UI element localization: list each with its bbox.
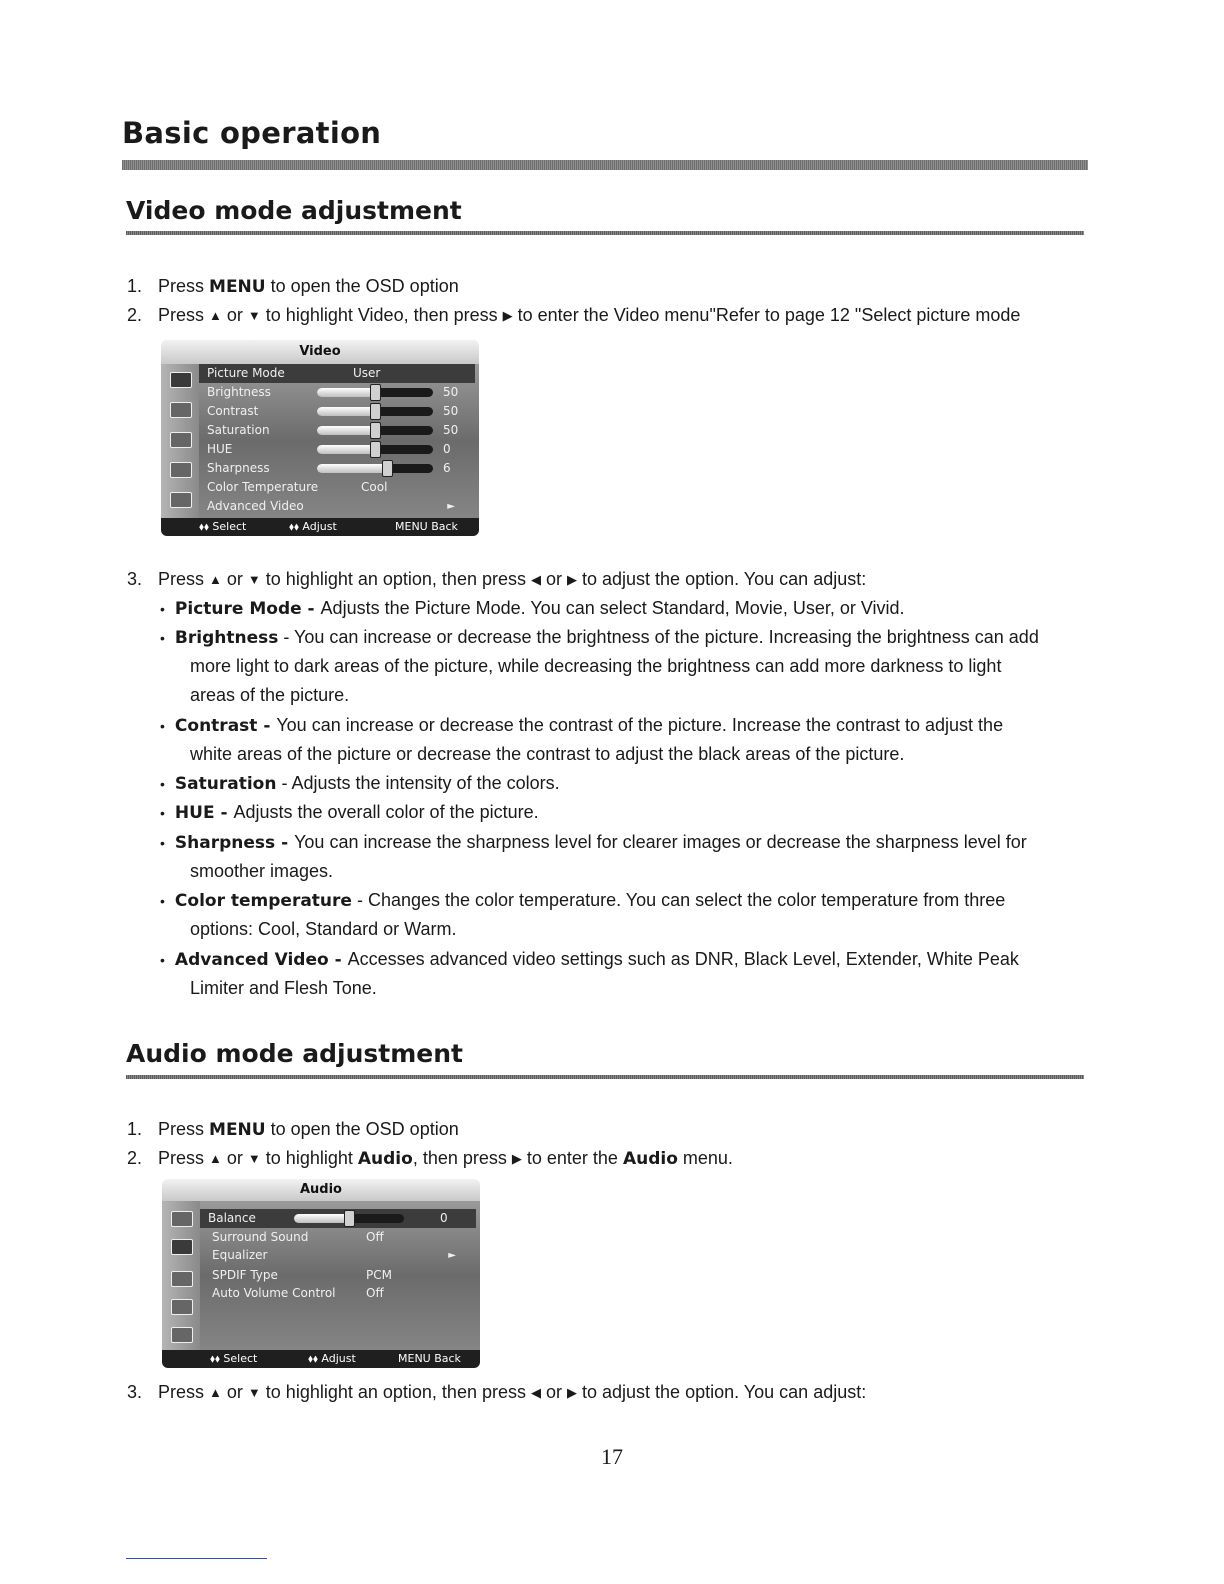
channel-icon bbox=[171, 1299, 193, 1315]
video-section-title: Video mode adjustment bbox=[126, 196, 462, 225]
audio-step-1: 1. Press MENU to open the OSD option bbox=[127, 1119, 459, 1140]
picture-icon bbox=[171, 1211, 193, 1227]
osd-row-picture-mode[interactable]: Picture Mode User bbox=[199, 364, 475, 383]
contrast-slider[interactable] bbox=[317, 407, 433, 416]
up-arrow-icon: ▲ bbox=[209, 1385, 222, 1400]
down-arrow-icon: ▼ bbox=[247, 1151, 261, 1166]
list-item: • HUE - Adjusts the overall color of the picture. bbox=[160, 802, 539, 823]
osd-footer: ⬧⬧ Select ⬧⬧ Adjust MENU Back bbox=[161, 518, 479, 536]
osd-row-brightness[interactable]: Brightness 50 bbox=[207, 385, 459, 399]
audio-icon bbox=[171, 1239, 193, 1255]
list-item: • Contrast - You can increase or decrease the contrast of the picture. Increase the contrast to adjust the bbox=[160, 715, 1004, 736]
left-arrow-icon: ◀ bbox=[530, 1385, 541, 1400]
setup-icon bbox=[170, 432, 192, 448]
down-arrow-icon: ▼ bbox=[247, 1385, 261, 1400]
osd-row-sharpness[interactable]: Sharpness 6 bbox=[207, 461, 451, 475]
audio-step-2: 2. Press ▲ or ▼ to highlight Audio, then press ▶ to enter the Audio menu. bbox=[127, 1148, 733, 1169]
osd-row-saturation[interactable]: Saturation 50 bbox=[207, 423, 459, 437]
audio-icon bbox=[170, 402, 192, 418]
submenu-arrow-icon: ► bbox=[448, 1250, 456, 1261]
video-section-rule bbox=[126, 231, 1084, 235]
list-item: • Picture Mode - Adjusts the Picture Mode. You can select Standard, Movie, User, or Vivid. bbox=[160, 598, 905, 619]
audio-osd-menu bbox=[162, 1179, 480, 1368]
osd-row-spdif-type[interactable]: SPDIF Type PCM bbox=[212, 1268, 392, 1282]
input-icon bbox=[170, 492, 192, 508]
page-number: 17 bbox=[601, 1444, 623, 1469]
heading-rule bbox=[122, 160, 1088, 170]
submenu-arrow-icon: ► bbox=[447, 501, 455, 512]
osd-row-equalizer[interactable]: Equalizer ► bbox=[212, 1246, 476, 1265]
hue-slider[interactable] bbox=[317, 445, 433, 454]
right-arrow-icon: ▶ bbox=[567, 1385, 577, 1400]
picture-icon bbox=[170, 372, 192, 388]
list-item: • Color temperature - Changes the color temperature. You can select the color temperature from three bbox=[160, 890, 1006, 911]
balance-slider[interactable] bbox=[294, 1214, 404, 1223]
list-item-continuation: more light to dark areas of the picture, while decreasing the brightness can add more darkness to light bbox=[190, 656, 1002, 676]
setup-icon bbox=[171, 1271, 193, 1287]
right-arrow-icon: ▶ bbox=[502, 308, 513, 323]
osd-sidebar bbox=[162, 1201, 200, 1350]
sharpness-slider[interactable] bbox=[317, 464, 433, 473]
osd-sidebar bbox=[161, 364, 199, 518]
page-heading: Basic operation bbox=[122, 116, 382, 150]
osd-title: Video bbox=[161, 340, 479, 364]
osd-row-color-temperature[interactable]: Color Temperature Cool bbox=[207, 480, 388, 494]
left-arrow-icon: ◀ bbox=[530, 572, 541, 587]
video-step-3: 3. Press ▲ or ▼ to highlight an option, then press ◀ or ▶ to adjust the option. You can adjust: bbox=[127, 569, 867, 589]
up-arrow-icon: ▲ bbox=[209, 1151, 222, 1166]
osd-row-hue[interactable]: HUE 0 bbox=[207, 442, 451, 456]
list-item: • Brightness - You can increase or decrease the brightness of the picture. Increasing the brightness can add bbox=[160, 627, 1039, 648]
video-step-2: 2. Press ▲ or ▼ to highlight Video, then press ▶ to enter the Video menu"Refer to page 12 "Select picture mode bbox=[127, 305, 1021, 325]
osd-row-auto-volume-control[interactable]: Auto Volume Control Off bbox=[212, 1286, 384, 1300]
audio-section-rule bbox=[126, 1075, 1084, 1079]
osd-title: Audio bbox=[162, 1179, 480, 1201]
osd-row-contrast[interactable]: Contrast 50 bbox=[207, 404, 459, 418]
down-arrow-icon: ▼ bbox=[247, 308, 261, 323]
list-item: • Advanced Video - Accesses advanced video settings such as DNR, Black Level, Extender, White Peak bbox=[160, 949, 1019, 970]
osd-row-advanced-video[interactable]: Advanced Video ► bbox=[207, 497, 475, 516]
saturation-slider[interactable] bbox=[317, 426, 433, 435]
list-item-continuation: Limiter and Flesh Tone. bbox=[190, 978, 377, 998]
list-item-continuation: options: Cool, Standard or Warm. bbox=[190, 919, 457, 939]
up-arrow-icon: ▲ bbox=[209, 572, 222, 587]
list-item-continuation: white areas of the picture or decrease the contrast to adjust the black areas of the picture. bbox=[190, 744, 905, 764]
audio-section-title: Audio mode adjustment bbox=[126, 1039, 463, 1068]
footnote-rule bbox=[126, 1558, 267, 1559]
video-step-1: 1. Press MENU to open the OSD option bbox=[127, 276, 459, 297]
brightness-slider[interactable] bbox=[317, 388, 433, 397]
osd-row-surround-sound[interactable]: Surround Sound Off bbox=[212, 1230, 384, 1244]
right-arrow-icon: ▶ bbox=[511, 1151, 522, 1166]
list-item: • Sharpness - You can increase the sharpness level for clearer images or decrease the sharpness level for bbox=[160, 832, 1027, 853]
video-osd-menu bbox=[161, 340, 479, 536]
up-arrow-icon: ▲ bbox=[209, 308, 222, 323]
right-arrow-icon: ▶ bbox=[567, 572, 577, 587]
osd-footer: ⬧⬧ Select ⬧⬧ Adjust MENU Back bbox=[162, 1350, 480, 1368]
list-item: • Saturation - Adjusts the intensity of the colors. bbox=[160, 773, 560, 794]
list-item-continuation: areas of the picture. bbox=[190, 685, 350, 705]
osd-row-balance[interactable]: Balance 0 bbox=[200, 1209, 476, 1228]
channel-icon bbox=[170, 462, 192, 478]
list-item-continuation: smoother images. bbox=[190, 861, 334, 881]
input-icon bbox=[171, 1327, 193, 1343]
down-arrow-icon: ▼ bbox=[247, 572, 261, 587]
audio-step-3: 3. Press ▲ or ▼ to highlight an option, then press ◀ or ▶ to adjust the option. You can adjust: bbox=[127, 1382, 867, 1402]
